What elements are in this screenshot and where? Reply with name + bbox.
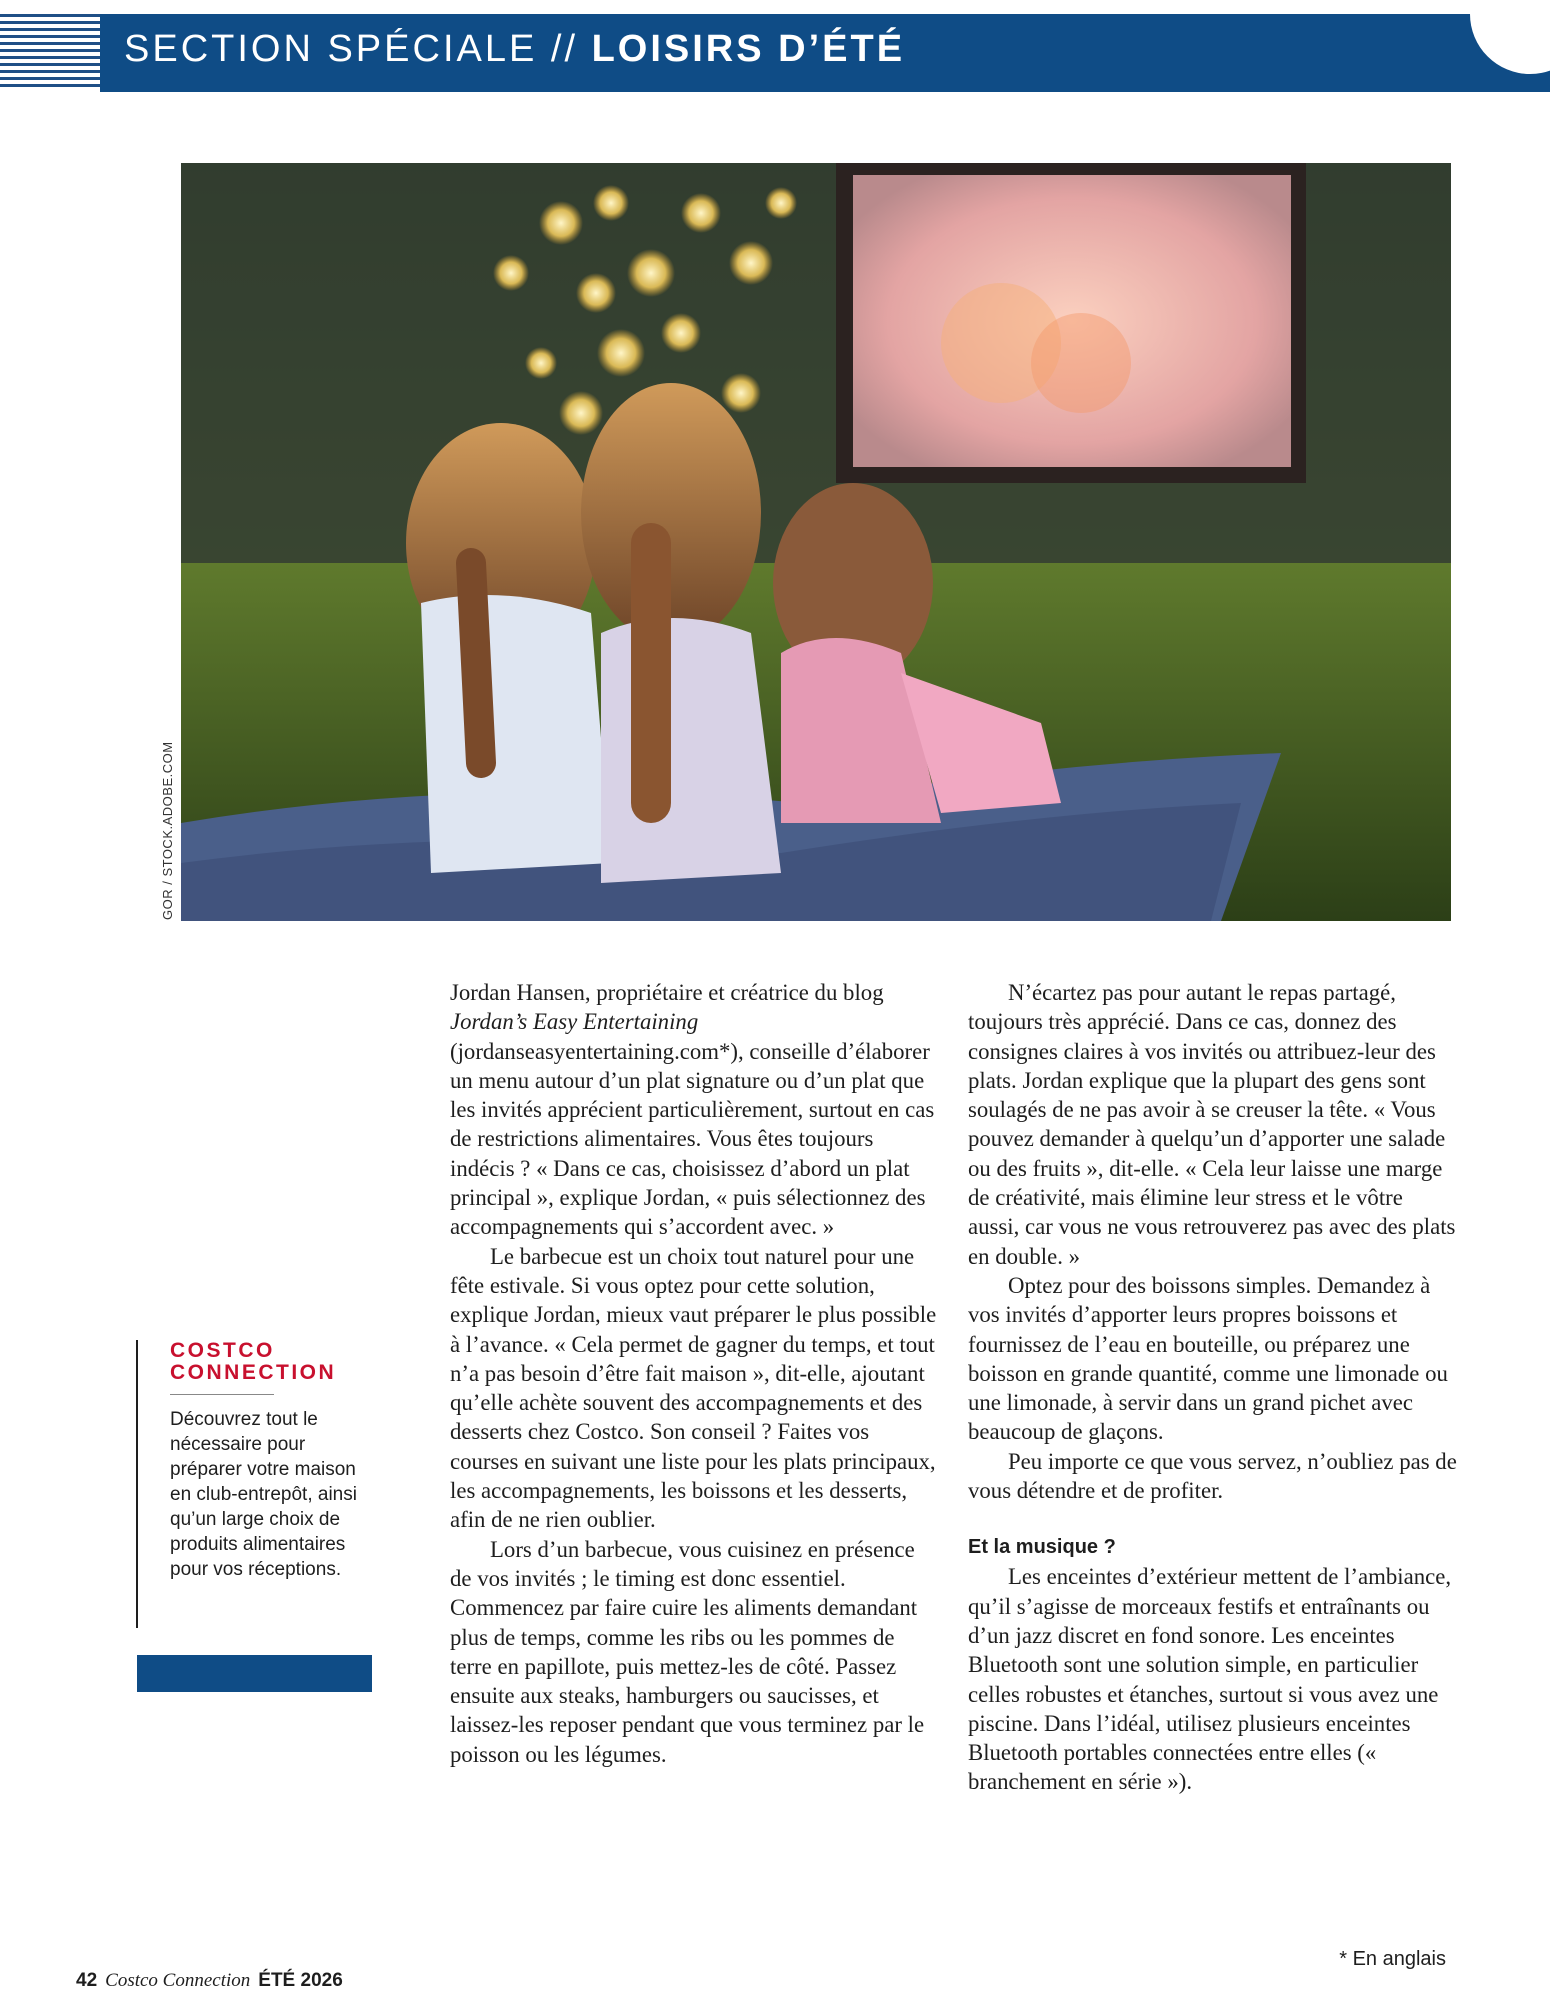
article-column-2 [968, 978, 1458, 1797]
paragraph-3: Lors d’un barbecue, vous cuisinez en présence de vos invités ; le timing est donc essentiel. Commencez par faire cuire les aliments demandant plus de temps, comme les ribs ou les pommes de terre en papillote, puis mettez-les de côté. Passez ensuite aux steaks, hamburgers ou saucisses, et laissez-les reposer pendant que vous terminez par le poisson ou les légumes. [450, 1536, 925, 1767]
paragraph-5: Optez pour des boissons simples. Demandez à vos invités d’apporter leurs propres boissons et fournissez de l’eau en bouteille, ou préparez une boisson en grande quantité, comme une limonade ou une limonade, à servir dans un grand pichet avec beaucoup de glaçons. [968, 1272, 1448, 1445]
paragraph-1-text: Jordan Hansen, propriétaire et créatrice du blog [450, 980, 884, 1005]
page-number: 42 [76, 1970, 98, 1991]
section-title [124, 28, 905, 71]
issue-label: ÉTÉ 2026 [258, 1970, 343, 1991]
sidebar-blue-bar [137, 1655, 372, 1692]
paragraph-4: N’écartez pas pour autant le repas partagé, toujours très apprécié. Dans ce cas, donnez des consignes claires à vos invités ou attribuez-leur des plats. Jordan explique que la plupart des gens sont soulagés de ne pas avoir à se creuser la tête. « Vous pouvez demander à quelqu’un d’apporter une salade ou des fruits », dit-elle. « Cela leur laisse une marge de créativité, mais élimine leur stress et le vôtre aussi, car vous ne vous retrouverez pas avec des plats en double. » [968, 980, 1456, 1269]
costco-connection-sidebar [136, 1340, 376, 1628]
section-label: SECTION SPÉCIALE // [124, 28, 592, 70]
subhead-music: Et la musique ? [968, 1536, 1116, 1559]
paragraph-1-text-cont: (jordanseasyentertaining.com*), conseille d’élaborer un menu autour d’un plat signature ou d’un plat que les invités apprécient particulièrement, surtout en cas de restrictions alimentaires. Vous êtes toujours indécis ? « Dans ce cas, choisissez d’abord un plat principal », explique Jordan, « puis sélectionnez des accompagnements qui s’accordent avec. » [450, 1038, 935, 1240]
paragraph-1 [450, 978, 940, 1242]
page-folio [76, 1970, 343, 1992]
sidebar-body: Découvrez tout le nécessaire pour préparer votre maison en club-entrepôt, ainsi qu’un large choix de produits alimentaires pour vos réceptions. [170, 1409, 357, 1580]
sidebar-divider [170, 1394, 274, 1395]
brand-line-1: COSTCO [170, 1339, 275, 1362]
magazine-name: Costco Connection [105, 1970, 251, 1991]
paragraph-6: Peu importe ce que vous servez, n’oubliez pas de vous détendre et de profiter. [968, 1448, 1457, 1504]
photo-credit: GOR / STOCK.ADOBE.COM [160, 741, 175, 920]
photo-kids-outdoor-movie [181, 163, 1451, 921]
hero-photo [181, 163, 1451, 921]
paragraph-7: Les enceintes d’extérieur mettent de l’ambiance, qu’il s’agisse de morceaux festifs et entraînants ou d’un jazz discret en fond sonore. Les enceintes Bluetooth sont une solution simple, en particulier celles robustes et étanches, surtout si vous avez une piscine. Dans l’idéal, utilisez plusieurs enceintes Bluetooth portables connectées entre elles (« branchement en série »). [968, 1564, 1452, 1795]
footnote: * En anglais [1339, 1948, 1446, 1970]
sidebar-brand [170, 1340, 376, 1384]
blog-name: Jordan’s Easy Entertaining [450, 1009, 699, 1035]
brand-line-2: CONNECTION [170, 1361, 337, 1384]
section-name: LOISIRS D’ÉTÉ [591, 28, 906, 70]
article-column-1 [450, 978, 940, 1769]
page-curl [1470, 14, 1550, 74]
paragraph-2: Le barbecue est un choix tout naturel pour une fête estivale. Si vous optez pour cette solution, explique Jordan, mieux vaut préparer le plus possible à l’avance. « Cela permet de gagner du temps, et tout n’a pas besoin d’être fait maison », dit-elle, ajoutant qu’elle achète souvent des accompagnements et des desserts chez Costco. Son conseil ? Faites vos courses en suivant une liste pour les plats principaux, les accompagnements, les boissons et les desserts, afin de ne rien oublier. [450, 1243, 937, 1533]
header-stripes [0, 14, 100, 92]
section-header [100, 14, 1550, 92]
